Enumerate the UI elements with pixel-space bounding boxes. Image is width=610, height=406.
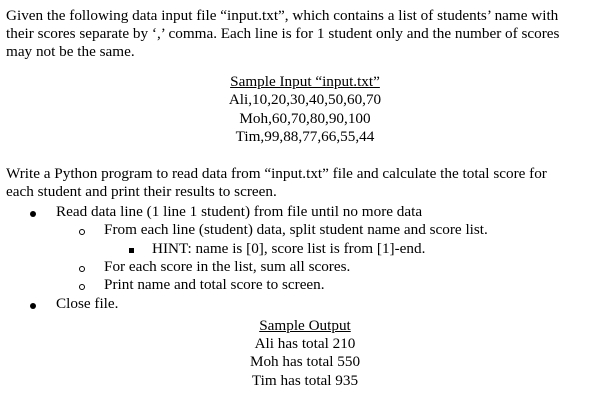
sample-output-line: Moh has total 550 — [249, 353, 361, 370]
intro-line-3: may not be the same. — [6, 43, 135, 60]
sample-input-line: Tim,99,88,77,66,55,44 — [235, 128, 375, 145]
step-sum-scores: For each score in the list, sum all scores. — [104, 258, 351, 275]
bullet-circle-icon — [79, 284, 85, 290]
step-print-total: Print name and total score to screen. — [104, 276, 325, 293]
task-line-2: each student and print their results to screen. — [6, 183, 277, 200]
bullet-circle-icon — [79, 229, 85, 235]
sample-output-line: Tim has total 935 — [251, 372, 359, 389]
step-read-lines: Read data line (1 line 1 student) from file until no more data — [56, 203, 423, 220]
sample-input-line: Moh,60,70,80,90,100 — [239, 110, 371, 127]
sample-output-title: Sample Output — [259, 317, 351, 334]
bullet-square-icon — [129, 248, 134, 253]
bullet-disc-icon — [30, 303, 36, 309]
intro-line-2: their scores separate by ‘,’ comma. Each line is for 1 student only and the number of scores — [6, 25, 560, 42]
sample-input-line: Ali,10,20,30,40,50,60,70 — [228, 91, 382, 108]
task-line-1: Write a Python program to read data from “input.txt” file and calculate the total score for — [6, 165, 547, 182]
step-split-line: From each line (student) data, split student name and score list. — [104, 221, 488, 238]
bullet-circle-icon — [79, 266, 85, 272]
step-hint: HINT: name is [0], score list is from [1]-end. — [152, 240, 426, 257]
intro-line-1: Given the following data input file “input.txt”, which contains a list of students’ name with — [6, 7, 559, 24]
sample-output-line: Ali has total 210 — [254, 335, 356, 352]
step-close-file: Close file. — [56, 295, 119, 312]
sample-input-title: Sample Input “input.txt” — [230, 73, 380, 90]
bullet-disc-icon — [30, 211, 36, 217]
